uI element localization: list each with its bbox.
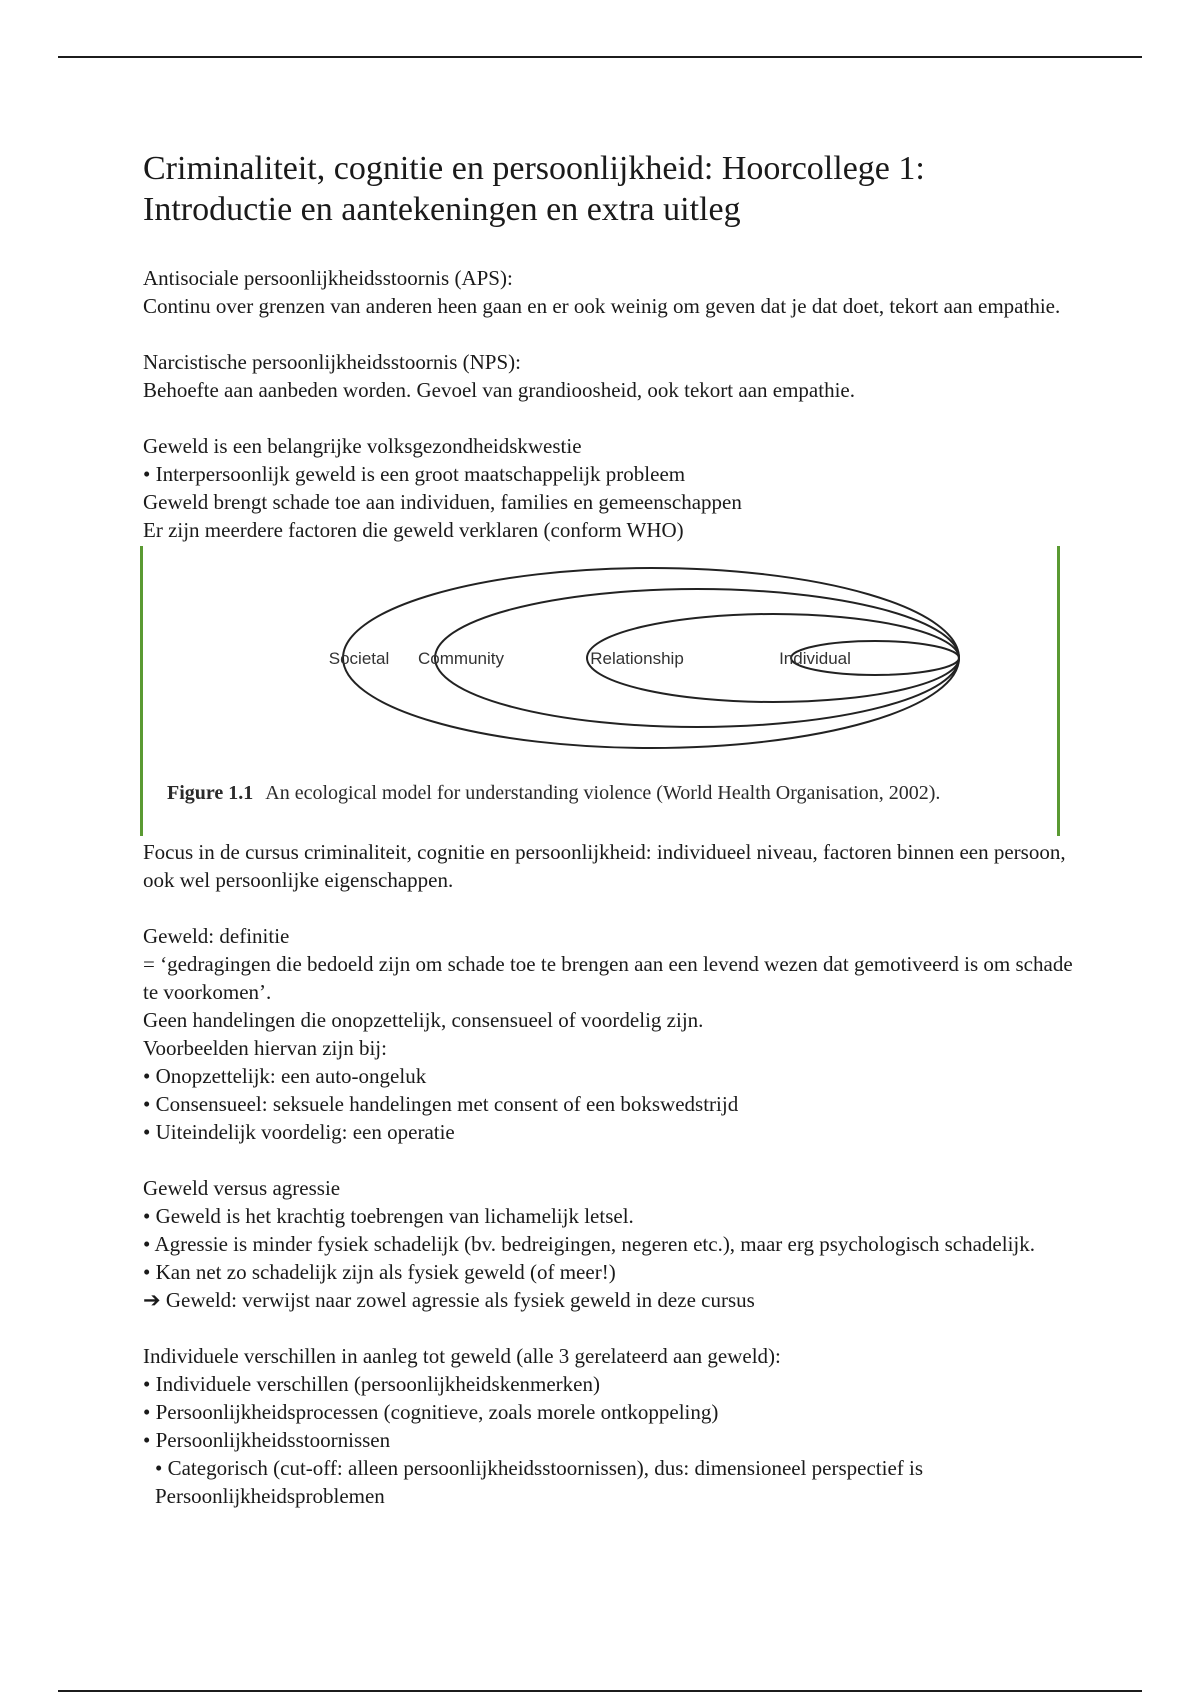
definition-quote: = ‘gedragingen die bedoeld zijn om schade toe te brengen aan een levend wezen dat gemotiveerd is om schade te voorkomen’. — [143, 952, 1078, 1004]
list-item: • Individuele verschillen (persoonlijkheidskenmerken) — [143, 1370, 1073, 1398]
list-item: • Agressie is minder fysiek schadelijk (bv. bedreigingen, negeren etc.), maar erg psychologisch schadelijk. — [143, 1230, 1073, 1258]
aps-section — [143, 264, 1073, 320]
definition-examples-intro: Voorbeelden hiervan zijn bij: — [143, 1036, 387, 1060]
figure-number: Figure 1.1 — [167, 782, 254, 804]
violence-bullet-1: • Interpersoonlijk geweld is een groot maatschappelijk probleem — [143, 460, 1073, 488]
violence-line-2: Geweld brengt schade toe aan individuen, families en gemeenschappen — [143, 490, 742, 514]
aps-heading: Antisociale persoonlijkheidsstoornis (APS): — [143, 266, 513, 290]
list-item: • Kan net zo schadelijk zijn als fysiek geweld (of meer!) — [143, 1258, 1073, 1286]
versus-section — [143, 1174, 1073, 1314]
definition-exclusion: Geen handelingen die onopzettelijk, consensueel of voordelig zijn. — [143, 1008, 704, 1032]
list-item: • Consensueel: seksuele handelingen met consent of een bokswedstrijd — [143, 1090, 1073, 1118]
label-community: Community — [418, 649, 504, 668]
aps-text: Continu over grenzen van anderen heen gaan en er ook weinig om geven dat je dat doet, tekort aan empathie. — [143, 294, 1061, 318]
versus-conclusion: ➔ Geweld: verwijst naar zowel agressie als fysiek geweld in deze cursus — [143, 1288, 755, 1312]
label-relationship: Relationship — [590, 649, 684, 668]
list-item: • Onopzettelijk: een auto-ongeluk — [143, 1062, 1073, 1090]
document-page — [143, 148, 1078, 1538]
sub-list-item: • Categorisch (cut-off: alleen persoonlijkheidsstoornissen), dus: dimensioneel perspectief is Persoonlijkheidsproblemen — [143, 1454, 1073, 1510]
focus-section — [143, 838, 1073, 894]
definition-section — [143, 922, 1078, 1146]
bottom-rule — [58, 1690, 1142, 1692]
violence-line-1: Geweld is een belangrijke volksgezondheidskwestie — [143, 434, 582, 458]
ecological-model-figure — [140, 546, 1060, 836]
versus-heading: Geweld versus agressie — [143, 1176, 341, 1200]
figure-caption — [167, 780, 1047, 806]
community-ellipse — [435, 589, 959, 727]
definition-heading: Geweld: definitie — [143, 924, 290, 948]
individual-heading: Individuele verschillen in aanleg tot geweld (alle 3 gerelateerd aan geweld): — [143, 1344, 781, 1368]
figure-caption-text: An ecological model for understanding violence (World Health Organisation, 2002). — [265, 782, 941, 804]
nps-heading: Narcistische persoonlijkheidsstoornis (NPS): — [143, 350, 521, 374]
label-individual: Individual — [779, 649, 851, 668]
nps-section — [143, 348, 1073, 404]
list-item: • Persoonlijkheidsstoornissen — [143, 1426, 1073, 1454]
individual-section — [143, 1342, 1073, 1510]
violence-intro-section — [143, 432, 1073, 544]
list-item: • Persoonlijkheidsprocessen (cognitieve, zoals morele ontkoppeling) — [143, 1398, 1073, 1426]
list-item: • Uiteindelijk voordelig: een operatie — [143, 1118, 1073, 1146]
page-title: Criminaliteit, cognitie en persoonlijkheid: Hoorcollege 1: Introductie en aantekeningen en extra uitleg — [143, 150, 925, 228]
label-societal: Societal — [328, 649, 390, 668]
violence-line-3: Er zijn meerdere factoren die geweld verklaren (conform WHO) — [143, 518, 684, 542]
top-rule — [58, 56, 1142, 58]
nps-text: Behoefte aan aanbeden worden. Gevoel van grandioosheid, ook tekort aan empathie. — [143, 378, 855, 402]
list-item: • Geweld is het krachtig toebrengen van lichamelijk letsel. — [143, 1202, 1073, 1230]
focus-text: Focus in de cursus criminaliteit, cognitie en persoonlijkheid: individueel niveau, factoren binnen een persoon, ook wel persoonlijke eigenschappen. — [143, 840, 1071, 892]
